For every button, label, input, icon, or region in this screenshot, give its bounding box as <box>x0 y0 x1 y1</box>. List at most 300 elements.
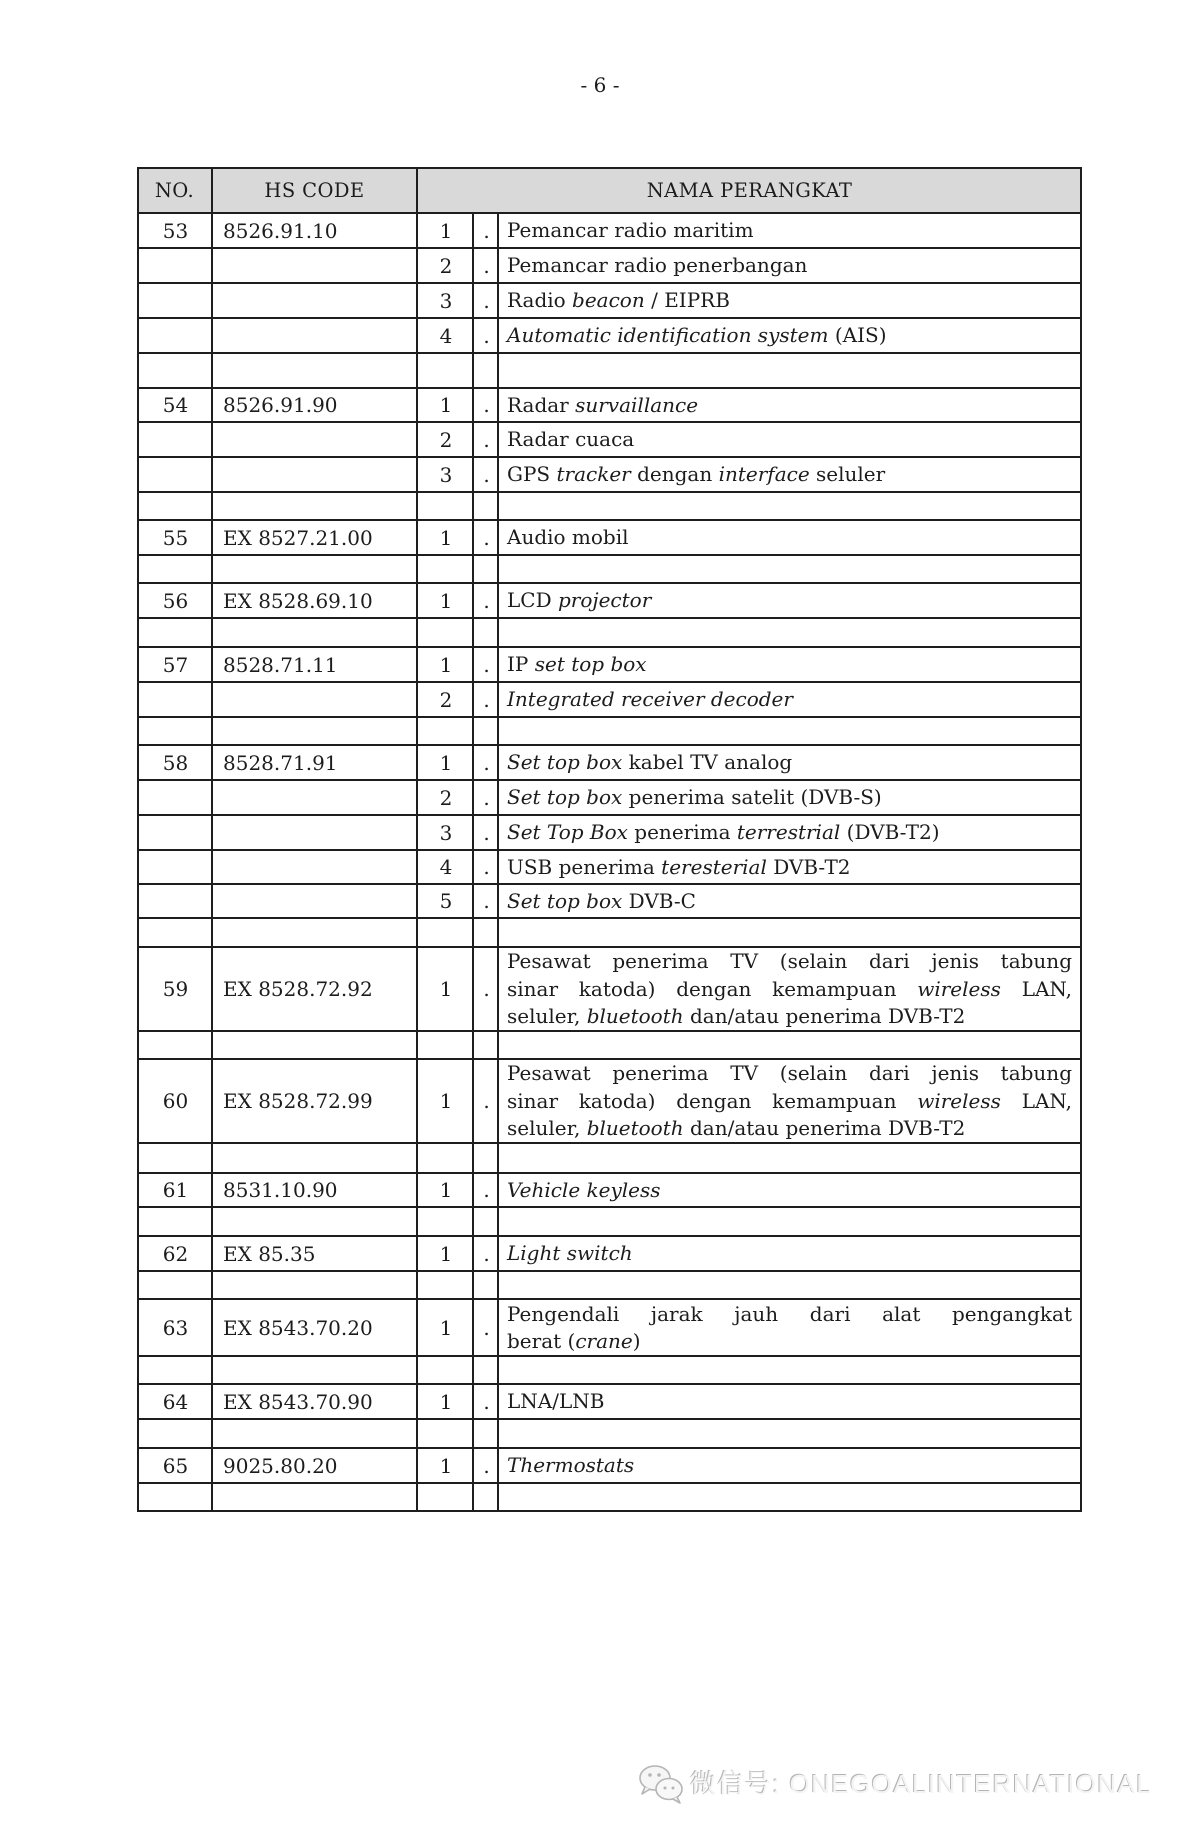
device-name <box>507 1483 1072 1511</box>
row-rule <box>137 917 1082 919</box>
device-name <box>507 422 1072 457</box>
sub-item-dot: . <box>483 288 490 313</box>
device-name <box>507 780 1072 815</box>
hs-code <box>223 918 413 947</box>
device-name-segment: Set top box <box>507 785 623 810</box>
device-name-segment: LAN, <box>1000 1088 1072 1113</box>
device-name-segment: Radar <box>507 392 576 417</box>
sub-item-dot <box>475 1419 498 1448</box>
sub-item-number: 2 <box>439 253 453 278</box>
item-number <box>139 918 212 947</box>
table-row-blank <box>137 1207 1082 1236</box>
table-row <box>137 318 1082 353</box>
table-row <box>137 745 1082 780</box>
column-rule <box>137 167 139 1512</box>
hs-code <box>223 457 413 492</box>
device-name-segment: tracker <box>556 462 631 487</box>
sub-item-number <box>419 1271 473 1299</box>
row-rule <box>137 247 1082 249</box>
device-name <box>507 947 1072 1031</box>
table-row <box>137 1173 1082 1207</box>
table-row-blank <box>137 1031 1082 1059</box>
sub-item-number: 4 <box>439 855 453 879</box>
hs-code: EX 8528.72.99 <box>223 1089 373 1113</box>
row-rule <box>137 779 1082 781</box>
table-row <box>137 815 1082 850</box>
device-name-line <box>507 1301 1072 1329</box>
device-name-line <box>507 587 1072 615</box>
sub-item-number: 1 <box>439 525 453 550</box>
table-row-blank <box>137 717 1082 745</box>
device-name-line <box>507 1115 1072 1143</box>
row-rule <box>137 1142 1082 1144</box>
item-number <box>139 492 212 520</box>
device-name <box>507 884 1072 918</box>
hs-code: EX 8527.21.00 <box>223 525 373 550</box>
device-name <box>507 248 1072 283</box>
table-header <box>137 167 1082 213</box>
sub-item-number <box>419 1356 473 1384</box>
sub-item-dot: . <box>483 525 490 550</box>
device-name-segment: DVB-T2 <box>766 854 851 879</box>
row-rule <box>137 744 1082 746</box>
device-name-segment: penerima <box>627 820 737 845</box>
item-number <box>139 815 212 850</box>
device-name-line <box>507 819 1072 847</box>
device-name-segment: GPS <box>507 462 557 487</box>
device-name-segment: (AIS) <box>828 323 887 348</box>
device-name <box>507 583 1072 618</box>
sub-item-dot: . <box>483 427 490 452</box>
device-name-line <box>507 392 1072 420</box>
device-name-segment: beacon <box>572 288 645 313</box>
hs-code <box>223 283 413 318</box>
sub-item-number: 4 <box>439 323 453 348</box>
item-number <box>139 682 212 717</box>
device-name-line <box>507 1328 1072 1356</box>
item-number <box>139 780 212 815</box>
hs-code <box>223 682 413 717</box>
sub-item-number <box>419 1483 473 1511</box>
sub-item-number: 1 <box>439 1315 453 1340</box>
sub-item-dot: . <box>483 588 490 613</box>
row-rule <box>137 282 1082 284</box>
sub-item-number: 1 <box>439 218 453 243</box>
sub-item-dot: . <box>483 1089 490 1113</box>
device-name-segment: seluler, <box>507 1116 587 1141</box>
device-name-segment: dan/atau penerima DVB-T2 <box>683 1004 966 1029</box>
wechat-icon <box>636 1762 688 1806</box>
sub-item-dot: . <box>483 253 490 278</box>
device-name-segment: Radio <box>507 288 573 313</box>
device-name <box>507 682 1072 717</box>
hs-code: 8526.91.10 <box>223 218 338 243</box>
hs-code: EX 85.35 <box>223 1241 316 1266</box>
device-name-line <box>507 217 1072 245</box>
sub-item-number: 1 <box>439 393 453 417</box>
hs-code <box>223 1356 413 1384</box>
device-name <box>507 492 1072 520</box>
device-name-line <box>507 461 1072 489</box>
sub-item-number: 1 <box>439 977 453 1001</box>
item-number <box>139 457 212 492</box>
sub-item-dot <box>475 1207 498 1236</box>
device-name-line <box>507 651 1072 679</box>
row-rule <box>137 519 1082 521</box>
row-rule <box>137 617 1082 619</box>
sub-item-dot <box>475 618 498 647</box>
table-row <box>137 884 1082 918</box>
row-rule <box>137 1482 1082 1484</box>
device-name-segment: Automatic identification system <box>507 323 829 348</box>
item-number: 58 <box>162 750 189 775</box>
sub-item-dot <box>475 1356 498 1384</box>
hs-code <box>223 815 413 850</box>
sub-item-dot: . <box>483 820 490 845</box>
device-name <box>507 918 1072 947</box>
device-name-segment: seluler, <box>507 1004 587 1029</box>
device-name-segment: dengan <box>630 462 719 487</box>
table-row <box>137 1448 1082 1483</box>
device-name <box>507 555 1072 583</box>
sub-item-number: 1 <box>439 1178 453 1202</box>
sub-item-number <box>419 1419 473 1448</box>
hs-code <box>223 717 413 745</box>
hs-code: EX 8543.70.20 <box>223 1315 373 1340</box>
sub-item-dot: . <box>483 1178 490 1202</box>
table-row-blank <box>137 1143 1082 1173</box>
device-name-segment: bluetooth <box>586 1116 684 1141</box>
hs-code <box>223 353 413 388</box>
device-name <box>507 1236 1072 1271</box>
hs-code: 9025.80.20 <box>223 1453 338 1478</box>
watermark <box>636 1760 1176 1808</box>
device-name <box>507 815 1072 850</box>
item-number <box>139 1207 212 1236</box>
sub-item-dot: . <box>483 1389 490 1414</box>
sub-item-dot <box>475 1483 498 1511</box>
sub-item-dot: . <box>483 977 490 1001</box>
table-row <box>137 457 1082 492</box>
device-name-segment: Pesawat penerima TV (selain dari jenis tabung <box>507 1061 1072 1086</box>
row-rule <box>137 1510 1082 1512</box>
hs-code: 8526.91.90 <box>223 393 338 417</box>
device-name <box>507 745 1072 780</box>
device-name-segment: LAN, <box>1000 976 1072 1001</box>
device-name-line <box>507 948 1072 976</box>
device-name <box>507 1059 1072 1143</box>
device-name-segment: LCD <box>507 588 558 613</box>
table-row-blank <box>137 492 1082 520</box>
device-name-line <box>507 1060 1072 1088</box>
sub-item-number: 2 <box>439 687 453 712</box>
sub-item-dot: . <box>483 323 490 348</box>
item-number <box>139 248 212 283</box>
row-rule <box>137 491 1082 493</box>
hs-code <box>223 1419 413 1448</box>
device-name-segment: LNA/LNB <box>507 1389 605 1414</box>
table-row <box>137 647 1082 682</box>
sub-item-dot <box>475 492 498 520</box>
item-number <box>139 1483 212 1511</box>
device-name <box>507 283 1072 318</box>
watermark-text: 微信号: ONEGOALINTERNATIONAL <box>690 1769 1153 1799</box>
row-rule <box>137 681 1082 683</box>
device-name <box>507 353 1072 388</box>
table-row <box>137 1299 1082 1356</box>
item-number: 61 <box>162 1178 189 1202</box>
device-name <box>507 1173 1072 1207</box>
hs-code <box>223 248 413 283</box>
item-number: 57 <box>162 652 189 677</box>
device-name <box>507 213 1072 248</box>
device-name <box>507 717 1072 745</box>
column-rule <box>1080 167 1082 1512</box>
hs-code <box>223 492 413 520</box>
device-name-line <box>507 854 1072 882</box>
row-rule <box>137 646 1082 648</box>
sub-item-dot <box>475 353 498 388</box>
device-name-line <box>507 686 1072 714</box>
row-rule <box>137 1235 1082 1237</box>
column-rule <box>472 213 474 1512</box>
device-name <box>507 1143 1072 1173</box>
device-name-segment: Set top box <box>507 750 623 775</box>
table-row-blank <box>137 353 1082 388</box>
item-number <box>139 1419 212 1448</box>
row-rule <box>137 1298 1082 1300</box>
device-name-segment: Audio mobil <box>507 525 629 550</box>
device-name-segment: / EIPRB <box>644 288 730 313</box>
sub-item-dot <box>475 717 498 745</box>
item-number: 65 <box>162 1453 189 1478</box>
device-name-segment: Pengendali jarak jauh dari alat pengangkat <box>507 1301 1072 1326</box>
table-row <box>137 850 1082 884</box>
page-number: - 6 - <box>580 73 620 97</box>
table-row-blank <box>137 1419 1082 1448</box>
device-name-segment: sinar katoda) dengan kemampuan <box>507 1088 918 1113</box>
device-name-line <box>507 1388 1072 1416</box>
hs-code: EX 8528.72.92 <box>223 977 373 1001</box>
device-name <box>507 850 1072 884</box>
hs-code <box>223 1271 413 1299</box>
row-rule <box>137 352 1082 354</box>
row-rule <box>137 1418 1082 1420</box>
hs-code <box>223 555 413 583</box>
device-name-line <box>507 784 1072 812</box>
device-name-line <box>507 287 1072 315</box>
device-name-line <box>507 1240 1072 1268</box>
column-rule <box>497 213 499 1512</box>
sub-item-number: 3 <box>439 462 453 487</box>
device-name <box>507 1356 1072 1384</box>
column-rule <box>416 167 418 1512</box>
device-name <box>507 647 1072 682</box>
device-name-segment: sinar katoda) dengan kemampuan <box>507 976 918 1001</box>
device-name-segment: seluler <box>809 462 886 487</box>
device-name-segment: Pesawat penerima TV (selain dari jenis tabung <box>507 949 1072 974</box>
device-name <box>507 520 1072 555</box>
table-row-blank <box>137 1356 1082 1384</box>
device-name-segment: wireless <box>917 976 1001 1001</box>
device-name-line <box>507 749 1072 777</box>
row-rule <box>137 849 1082 851</box>
item-number <box>139 1271 212 1299</box>
sub-item-number: 2 <box>439 427 453 452</box>
item-number <box>139 1031 212 1059</box>
sub-item-number: 1 <box>439 750 453 775</box>
sub-item-number: 3 <box>439 288 453 313</box>
device-name-segment: Integrated receiver decoder <box>507 687 793 712</box>
table-row-blank <box>137 1483 1082 1511</box>
device-name-segment: Set top box <box>507 888 623 913</box>
hs-code: EX 8528.69.10 <box>223 588 373 613</box>
sub-item-dot: . <box>483 393 490 417</box>
table-row <box>137 213 1082 248</box>
device-name-segment: berat ( <box>507 1329 576 1353</box>
row-rule <box>137 167 1082 169</box>
device-name-line <box>507 1003 1072 1031</box>
header-nama-perangkat: NAMA PERANGKAT <box>646 179 853 202</box>
sub-item-dot <box>475 1271 498 1299</box>
device-name <box>507 318 1072 353</box>
device-name <box>507 1031 1072 1059</box>
sub-item-dot: . <box>483 889 490 913</box>
sub-item-dot: . <box>483 687 490 712</box>
table-row-blank <box>137 918 1082 947</box>
device-name-segment: terrestrial <box>736 820 841 845</box>
sub-item-number <box>419 1031 473 1059</box>
item-number <box>139 884 212 918</box>
item-number: 59 <box>162 977 189 1001</box>
table-row <box>137 1236 1082 1271</box>
device-name <box>507 388 1072 422</box>
hs-code <box>223 780 413 815</box>
device-name-segment: penerima satelit (DVB-S) <box>622 785 882 810</box>
device-name-segment: USB penerima <box>507 854 662 879</box>
row-rule <box>137 1383 1082 1385</box>
sub-item-dot: . <box>483 1453 490 1478</box>
item-number: 62 <box>162 1241 189 1266</box>
row-rule <box>137 716 1082 718</box>
device-name-segment: Pemancar radio maritim <box>507 218 754 243</box>
row-rule <box>137 946 1082 948</box>
device-name-line <box>507 976 1072 1004</box>
sub-item-number: 1 <box>439 1389 453 1414</box>
row-rule <box>137 317 1082 319</box>
item-number <box>139 850 212 884</box>
device-name <box>507 1448 1072 1483</box>
hs-code <box>223 618 413 647</box>
row-rule <box>137 421 1082 423</box>
item-number: 60 <box>162 1089 189 1113</box>
row-rule <box>137 883 1082 885</box>
device-name <box>507 1271 1072 1299</box>
sub-item-dot <box>475 1031 498 1059</box>
device-name-segment: wireless <box>917 1088 1001 1113</box>
item-number <box>139 283 212 318</box>
table-row-blank <box>137 618 1082 647</box>
item-number: 56 <box>162 588 189 613</box>
hs-code <box>223 1143 413 1173</box>
device-name-segment: teresterial <box>661 854 767 879</box>
row-rule <box>137 1206 1082 1208</box>
device-name-segment: (DVB-T2) <box>840 820 940 845</box>
sub-item-number: 2 <box>439 785 453 810</box>
hs-code <box>223 422 413 457</box>
device-name-segment: Radar cuaca <box>507 427 635 452</box>
sub-item-dot: . <box>483 855 490 879</box>
device-name-segment: Pemancar radio penerbangan <box>507 253 808 278</box>
device-name-segment: kabel TV analog <box>622 750 793 775</box>
device-name-line <box>507 322 1072 350</box>
hs-code: 8528.71.91 <box>223 750 338 775</box>
table-row <box>137 583 1082 618</box>
item-number <box>139 422 212 457</box>
table-row <box>137 283 1082 318</box>
sub-item-number <box>419 918 473 947</box>
item-number: 64 <box>162 1389 189 1414</box>
sub-item-number <box>419 717 473 745</box>
device-name-segment: survaillance <box>575 392 699 417</box>
sub-item-number: 1 <box>439 652 453 677</box>
table-row <box>137 520 1082 555</box>
device-name-segment: DVB-C <box>622 888 696 913</box>
device-name <box>507 1384 1072 1419</box>
device-name-segment: Vehicle keyless <box>507 1177 661 1202</box>
sub-item-number: 1 <box>439 1089 453 1113</box>
device-name-segment: crane <box>575 1329 633 1353</box>
hs-code <box>223 318 413 353</box>
sub-item-dot: . <box>483 1241 490 1266</box>
sub-item-dot <box>475 555 498 583</box>
sub-item-number: 5 <box>439 889 453 913</box>
sub-item-number: 1 <box>439 1241 453 1266</box>
sub-item-number: 1 <box>439 588 453 613</box>
sub-item-dot <box>475 1143 498 1173</box>
item-number: 53 <box>162 218 189 243</box>
device-name-segment: bluetooth <box>586 1004 684 1029</box>
sub-item-number <box>419 1143 473 1173</box>
hs-code: 8531.10.90 <box>223 1178 338 1202</box>
table-row-blank <box>137 555 1082 583</box>
device-name-line <box>507 1088 1072 1116</box>
device-name <box>507 618 1072 647</box>
sub-item-dot: . <box>483 462 490 487</box>
sub-item-dot: . <box>483 1315 490 1340</box>
device-name <box>507 1419 1072 1448</box>
table-row <box>137 780 1082 815</box>
sub-item-number: 1 <box>439 1453 453 1478</box>
device-name-segment: IP <box>507 652 535 677</box>
device-name-line <box>507 1452 1072 1480</box>
item-number <box>139 1356 212 1384</box>
device-name-segment: dan/atau penerima DVB-T2 <box>683 1116 966 1141</box>
row-rule <box>137 1355 1082 1357</box>
hs-code <box>223 1031 413 1059</box>
sub-item-number <box>419 618 473 647</box>
hs-code <box>223 884 413 918</box>
device-name-segment: set top box <box>534 652 647 677</box>
row-rule <box>137 582 1082 584</box>
table-row <box>137 947 1082 1031</box>
device-name <box>507 457 1072 492</box>
hs-code <box>223 1483 413 1511</box>
device-name-line <box>507 888 1072 916</box>
table-row <box>137 682 1082 717</box>
table-row-blank <box>137 1271 1082 1299</box>
device-name-line <box>507 524 1072 552</box>
